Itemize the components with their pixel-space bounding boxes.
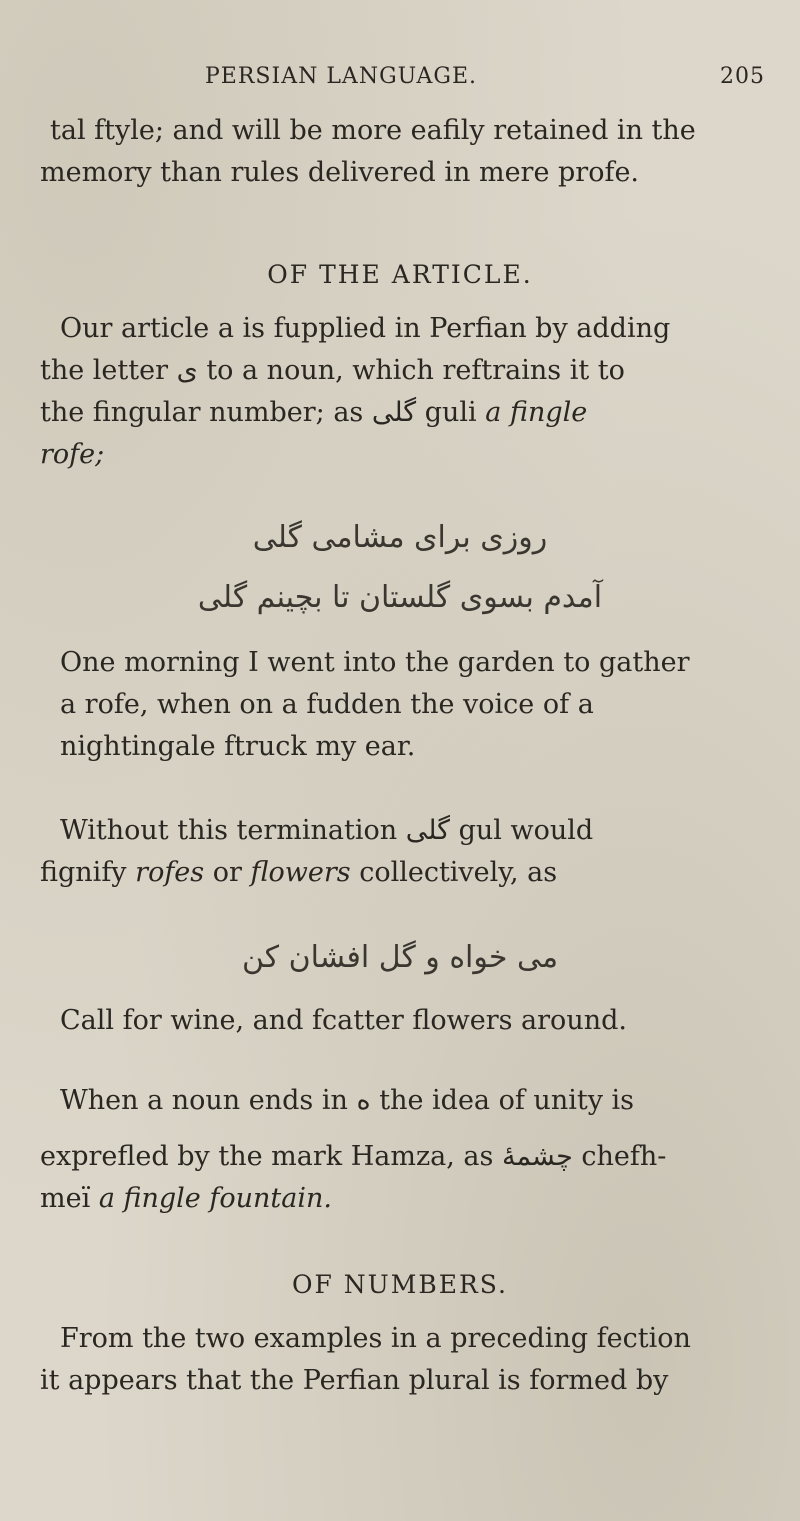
numbers-paragraph [40,1318,770,1402]
section-heading-article: OF THE ARTICLE. [267,260,533,289]
running-head [205,64,765,94]
text-line: When a noun ends in ه the idea of unity is [60,1085,635,1116]
italic-run: a fingle fountain. [98,1183,332,1214]
text-line: it appears that the Perfian plural is formed by [40,1365,669,1396]
text-run: exprefled by the mark Hamza, as [40,1141,502,1172]
text-line: the letter ی to a noun, which reftrains it to [40,355,625,386]
text-line: Call for wine, and fcatter flowers around. [60,1005,627,1036]
text-line [40,392,770,434]
persian-word: گلی [371,397,417,428]
text-line: nightingale ftruck my ear. [60,731,416,762]
text-line: One morning I went into the garden to gather [60,647,690,678]
persian-word: گلی [405,815,451,846]
text-line: memory than rules delivered in mere profe. [40,157,640,188]
text-line: a rofe, when on a fudden the voice of a [60,689,594,720]
persian-verse-line: آمدم بسوی گلستان تا بچینم گلی [197,580,603,615]
text-line: From the two examples in a preceding fection [60,1323,691,1354]
text-run: Without this termination [60,815,406,846]
text-line: tal ftyle; and will be more eafily retained in the [50,115,696,146]
persian-word: چشمهٔ [501,1141,573,1172]
text-line [40,852,770,894]
text-run: fignify [40,857,136,888]
persian-verse-line: می خواه و گل افشان کن [241,940,559,975]
text-line [40,1178,770,1220]
italic-run: a fingle [485,397,588,428]
article-paragraph [40,308,770,476]
italic-run: rofe; [40,439,105,470]
verse-translation [40,1000,770,1042]
text-run: meï [40,1183,99,1214]
intro-paragraph [40,110,770,194]
text-run: chefh- [572,1141,667,1172]
text-run: guli [416,397,486,428]
verse-translation [40,642,770,768]
text-line: Our article a is fupplied in Perfian by adding [60,313,671,344]
text-run: collectively, as [350,857,558,888]
text-run: the fingular number; as [40,397,372,428]
text-line [40,1136,770,1178]
persian-verse-line: روزی برای مشامی گلی [252,520,548,555]
hamza-paragraph [40,1080,770,1220]
italic-run: flowers [250,857,351,888]
italic-run: rofes [135,857,205,888]
text-run: gul would [450,815,594,846]
running-head-title: PERSIAN LANGUAGE. [205,64,478,89]
text-line [40,434,770,476]
text-line [40,810,770,852]
section-heading-numbers: OF NUMBERS. [292,1270,508,1299]
termination-paragraph [40,810,770,894]
text-run: or [204,857,251,888]
page-number: 205 [720,64,765,89]
